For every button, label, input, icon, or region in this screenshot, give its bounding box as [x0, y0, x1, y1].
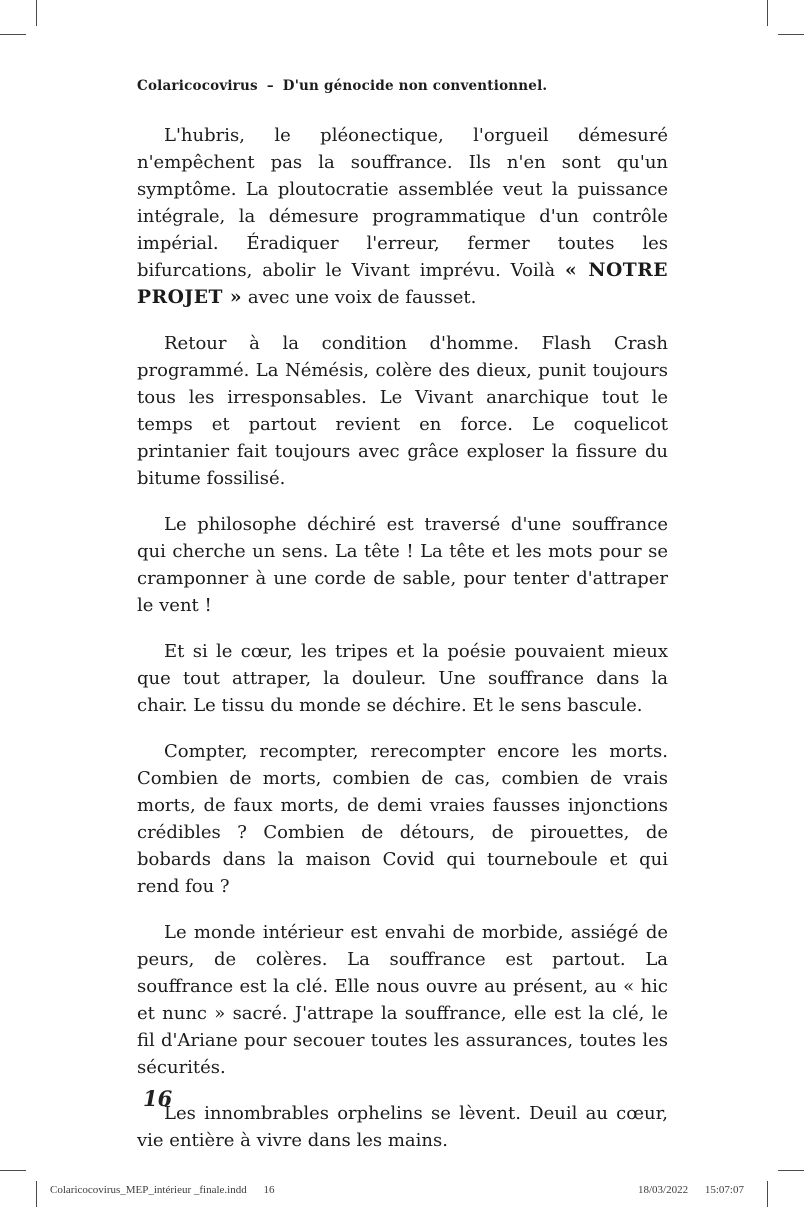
- paragraph: [137, 122, 668, 311]
- paragraph-text: L'hubris, le pléonectique, l'orgueil démesuré n'empêchent pas la souffrance. Ils n'en sont qu'un symptôme. La ploutocratie assemblée veut la puissance intégrale, la démesure programmatique d'un contrôle impérial. Éradiquer l'erreur, fermer toutes les bifurcations, abolir le Vivant imprévu. Voilà: [137, 125, 668, 281]
- paragraph-emphasis-notre-projet: « NOTRE PROJET »: [137, 259, 668, 308]
- crop-mark-bottom-right-horizontal: [778, 1170, 804, 1171]
- slug-footer-right: [638, 1184, 744, 1196]
- paragraph: Et si le cœur, les tripes et la poésie pouvaient mieux que tout attraper, la douleur. Une souffrance dans la chair. Le tissu du monde se déchire. Et le sens bascule.: [137, 641, 668, 716]
- running-header-separator: –: [266, 78, 274, 94]
- slug-footer-left: [50, 1184, 274, 1196]
- paragraph: Les innombrables orphelins se lèvent. Deuil au cœur, vie entière à vivre dans les mains.: [137, 1103, 668, 1151]
- paragraph: Compter, recompter, rerecompter encore les morts. Combien de morts, combien de cas, combien de vrais morts, de faux morts, de demi vraies fausses injonctions crédibles ? Combien de détours, de pirouettes, de bobards dans la maison Covid qui tourneboule et qui rend fou ?: [137, 741, 668, 897]
- paragraph: Le monde intérieur est envahi de morbide, assiégé de peurs, de colères. La souffrance est partout. La souffrance est la clé. Elle nous ouvre au présent, au « hic et nunc » sacré. J'attrape la souffrance, elle est la clé, le fil d'Ariane pour secouer toutes les assurances, toutes les sécurités.: [137, 922, 668, 1078]
- crop-mark-bottom-left-horizontal: [0, 1170, 26, 1171]
- paragraph-text: avec une voix de fausset.: [242, 287, 477, 308]
- paragraph: Retour à la condition d'homme. Flash Crash programmé. La Némésis, colère des dieux, punit toujours tous les irresponsables. Le Vivant anarchique tout le temps et partout revient en force. Le coquelicot printanier fait toujours avec grâce exploser la fissure du bitume fossilisé.: [137, 333, 668, 489]
- slug-time: 15:07:07: [704, 1184, 744, 1196]
- crop-mark-top-left-horizontal: [0, 34, 26, 35]
- crop-mark-bottom-right-vertical: [767, 1181, 768, 1207]
- running-header-chapter-title: D'un génocide non conventionnel.: [282, 78, 548, 94]
- slug-file-page: 16: [263, 1184, 275, 1196]
- page-number: 16: [143, 1086, 173, 1111]
- running-header-book-title: Colaricocovirus: [137, 78, 258, 94]
- body-text-column: [137, 122, 668, 1173]
- crop-mark-top-left-vertical: [36, 0, 37, 26]
- crop-mark-top-right-vertical: [767, 0, 768, 26]
- paragraph: Le philosophe déchiré est traversé d'une souffrance qui cherche un sens. La tête ! La tête et les mots pour se cramponner à une corde de sable, pour tenter d'attraper le vent !: [137, 514, 668, 616]
- crop-mark-bottom-left-vertical: [36, 1181, 37, 1207]
- slug-date: 18/03/2022: [638, 1184, 689, 1196]
- slug-footer: [50, 1184, 744, 1196]
- crop-mark-top-right-horizontal: [778, 34, 804, 35]
- running-header: [137, 78, 547, 94]
- slug-file-name: Colaricocovirus_MEP_intérieur _finale.indd: [50, 1184, 247, 1196]
